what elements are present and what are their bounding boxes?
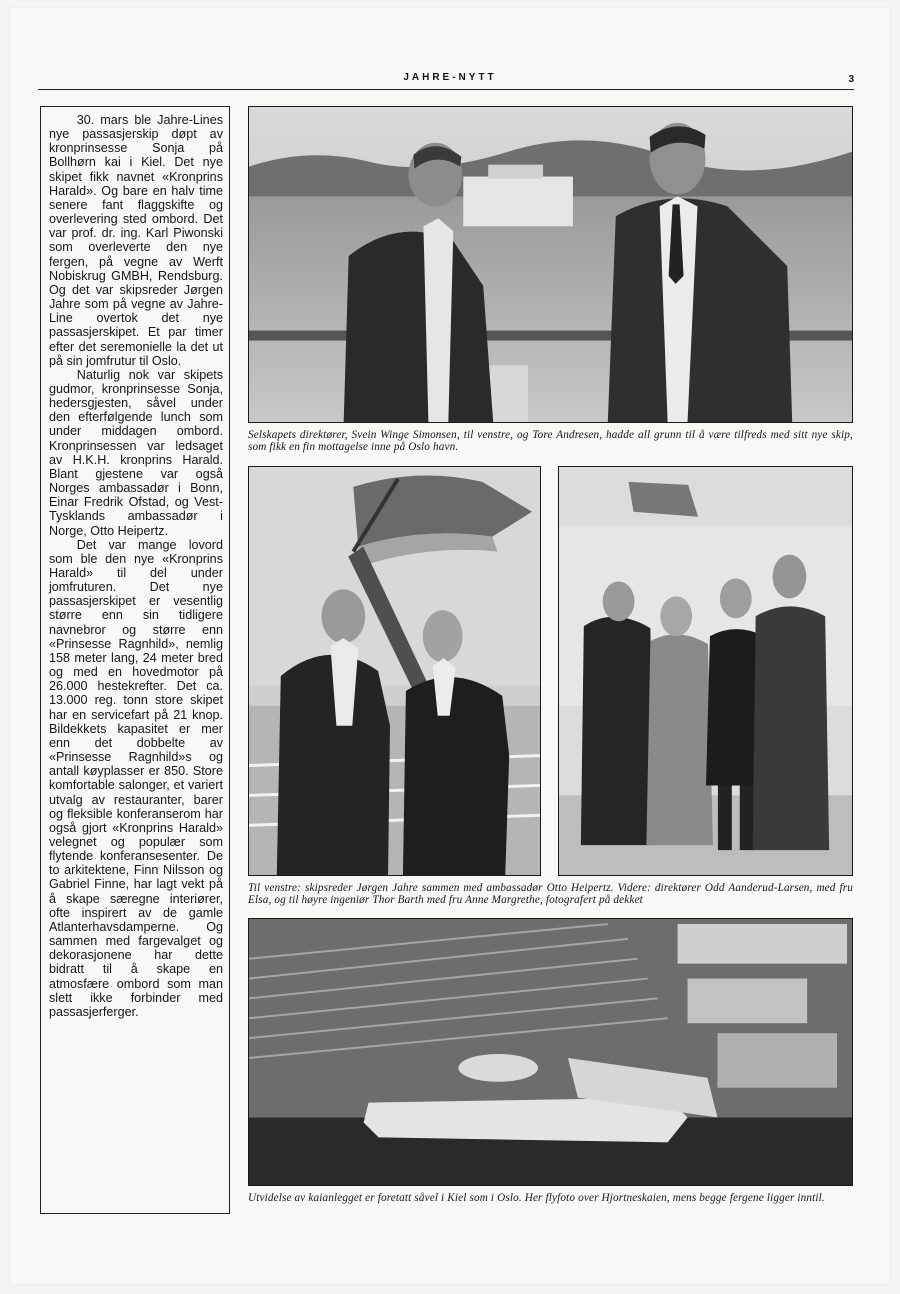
four-people-on-deck-photo (558, 466, 853, 876)
middle-photos-caption: Til venstre: skipsreder Jørgen Jahre sammen med ambassadør Otto Heipertz. Videre: direktører Odd Aanderud-Larsen, med fru Elsa, og til høyre ingeniør Thor Barth med fru Anne Margrethe, fotografert på dekket (248, 882, 853, 907)
bottom-photo-caption: Utvidelse av kaianlegget er foretatt såvel i Kiel som i Oslo. Her flyfoto over Hjortneskaien, mens begge fergene ligger inntil. (248, 1192, 825, 1204)
page-number: 3 (848, 74, 854, 85)
aerial-harbour-photo (248, 918, 853, 1186)
article-text-box (40, 106, 230, 1214)
header-rule (38, 89, 854, 90)
top-photo-caption: Selskapets direktører, Svein Winge Simonsen, til venstre, og Tore Andresen, hadde all grunn til å være tilfreds med sitt nye skip, som fikk en fin mottagelse inne på Oslo havn. (248, 429, 853, 454)
article-paragraph-1: 30. mars ble Jahre-Lines nye passasjerskip døpt av kronprinsesse Sonja på Bollhørn kai i Kiel. Det nye skipet fikk navnet «Kronprins Harald». Og bare en halv time senere fant flaggskifte og overlevering sted ombord. Det var prof. dr. ing. Karl Piwonski som overleverte den nye fergen, på vegne av Werft Nobiskrug GMBH, Rendsburg. Og det var skipsreder Jørgen Jahre som på vegne av Jahre-Line overtok det nye passasjerskipet. Et par timer efter det seremonielle la det ut på sin jomfrutur til Oslo. (49, 113, 223, 368)
newsletter-title: JAHRE-NYTT (403, 72, 497, 83)
article-paragraph-3: Det var mange lovord som ble den nye «Kronprins Harald» til del under jomfruturen. Det nye passasjerskipet er vesentlig større enn sin tidligere navnebror og større enn «Prinsesse Ragnhild», nemlig 158 meter lang, 24 meter bred og med en hovedmotor på 26.000 hestekrefter. Det ca. 13.000 reg. tonn store skipet har en servicefart på 21 knop. Bildekkets kapasitet er mer enn det dobbelte av «Prinsesse Ragnhild»s og antall køyplasser er 850. Store komfortable salonger, et variert utvalg av restauranter, barer og fleksible konferanserom har også gjort «Kronprins Harald» velegnet og populær som flytende konferansesenter. De to arkitektene, Finn Nilsson og Gabriel Finne, har lagt vekt på å skape særegne interiører, ofte inspirert av de gamle Atlanterhavsdamperne. Og sammen med fargevalget og dekorasjonene har dette bidratt til å skape en atmosfære ombord som man slett ikke forbinder med passasjerferger. (49, 537, 223, 1019)
article-paragraph-2: Naturlig nok var skipets gudmor, kronprinsesse Sonja, hedersgjesten, såvel under den efterfølgende lunch som under middagen ombord. Kronprinsessen var ledsaget av H.K.H. kronprins Harald. Blant gjestene var også Norges ambassadør i Bonn, Einar Fredrik Ofstad, og Vest-Tysklands ambassadør i Norge, Otto Heipertz. (49, 367, 223, 538)
two-men-on-deck-photo (248, 106, 853, 423)
two-men-under-flag-photo (248, 466, 541, 876)
